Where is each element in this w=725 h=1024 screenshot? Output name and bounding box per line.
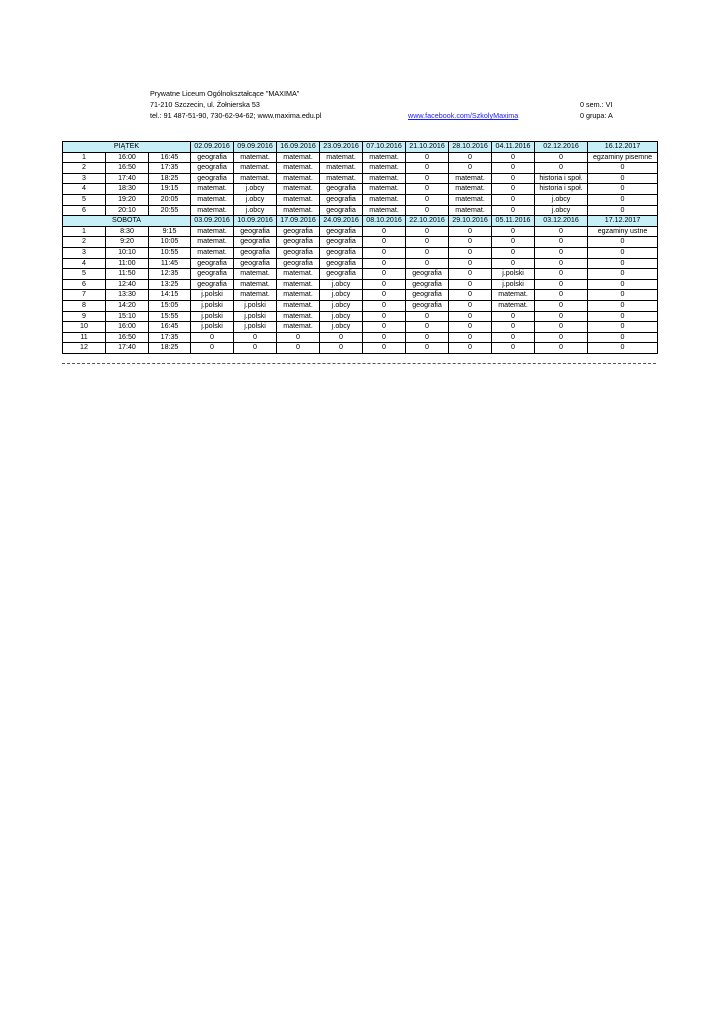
lesson-row bbox=[63, 269, 658, 280]
lesson-number: 11 bbox=[63, 332, 106, 343]
subject-cell: 0 bbox=[449, 269, 492, 280]
school-header bbox=[150, 88, 630, 121]
end-time: 17:35 bbox=[149, 163, 191, 174]
school-contact: tel.: 91 487-51-90, 730-62-94-62; www.maxima.edu.pl bbox=[150, 111, 322, 120]
subject-cell: 0 bbox=[535, 269, 588, 280]
day-name: SOBOTA bbox=[63, 216, 191, 227]
subject-cell: matemat. bbox=[363, 184, 406, 195]
subject-cell: geografia bbox=[191, 269, 234, 280]
subject-cell: 0 bbox=[588, 194, 658, 205]
subject-cell: matemat. bbox=[277, 279, 320, 290]
lesson-number: 6 bbox=[63, 279, 106, 290]
subject-cell: geografia bbox=[191, 173, 234, 184]
lesson-row bbox=[63, 205, 658, 216]
subject-cell: 0 bbox=[363, 226, 406, 237]
subject-cell: matemat. bbox=[191, 184, 234, 195]
date-header-cell: 28.10.2016 bbox=[449, 142, 492, 153]
subject-cell: j.obcy bbox=[320, 290, 363, 301]
date-header-cell: 22.10.2016 bbox=[406, 216, 449, 227]
schedule-table bbox=[62, 141, 658, 354]
subject-cell: 0 bbox=[535, 322, 588, 333]
group-label: 0 grupa: A bbox=[580, 111, 613, 120]
date-header-cell: 23.09.2016 bbox=[320, 142, 363, 153]
subject-cell: 0 bbox=[406, 163, 449, 174]
subject-cell: 0 bbox=[588, 269, 658, 280]
page-break-line bbox=[62, 363, 656, 364]
subject-cell: 0 bbox=[406, 332, 449, 343]
subject-cell: 0 bbox=[535, 332, 588, 343]
subject-cell: 0 bbox=[588, 290, 658, 301]
subject-cell: 0 bbox=[191, 332, 234, 343]
subject-cell: matemat. bbox=[234, 290, 277, 301]
subject-cell: 0 bbox=[492, 258, 535, 269]
subject-cell: j.polski bbox=[191, 300, 234, 311]
subject-cell: 0 bbox=[406, 152, 449, 163]
start-time: 17:40 bbox=[106, 173, 149, 184]
subject-cell: 0 bbox=[535, 343, 588, 354]
end-time: 14:15 bbox=[149, 290, 191, 301]
date-header-cell: 24.09.2016 bbox=[320, 216, 363, 227]
subject-cell: geografia bbox=[320, 247, 363, 258]
subject-cell: 0 bbox=[535, 152, 588, 163]
subject-cell: 0 bbox=[449, 226, 492, 237]
end-time: 10:55 bbox=[149, 247, 191, 258]
start-time: 16:00 bbox=[106, 322, 149, 333]
subject-cell: matemat. bbox=[191, 194, 234, 205]
start-time: 14:20 bbox=[106, 300, 149, 311]
day-header-row bbox=[63, 216, 658, 227]
subject-cell: 0 bbox=[492, 322, 535, 333]
end-time: 12:35 bbox=[149, 269, 191, 280]
subject-cell: j.obcy bbox=[234, 194, 277, 205]
subject-cell: 0 bbox=[492, 194, 535, 205]
schedule-body bbox=[63, 142, 658, 354]
subject-cell: matemat. bbox=[363, 163, 406, 174]
lesson-row bbox=[63, 163, 658, 174]
subject-cell: 0 bbox=[406, 322, 449, 333]
date-header-cell: 03.12.2016 bbox=[535, 216, 588, 227]
subject-cell: j.polski bbox=[492, 269, 535, 280]
subject-cell: geografia bbox=[406, 279, 449, 290]
lesson-row bbox=[63, 343, 658, 354]
subject-cell: 0 bbox=[234, 332, 277, 343]
lesson-row bbox=[63, 173, 658, 184]
lesson-row bbox=[63, 322, 658, 333]
start-time: 16:50 bbox=[106, 332, 149, 343]
semester-label: 0 sem.: VI bbox=[580, 100, 613, 109]
subject-cell: matemat. bbox=[234, 152, 277, 163]
subject-cell: 0 bbox=[449, 237, 492, 248]
subject-cell: matemat. bbox=[320, 163, 363, 174]
subject-cell: matemat. bbox=[191, 205, 234, 216]
subject-cell: geografia bbox=[277, 237, 320, 248]
subject-cell: j.polski bbox=[191, 322, 234, 333]
end-time: 15:05 bbox=[149, 300, 191, 311]
lesson-number: 4 bbox=[63, 258, 106, 269]
subject-cell: 0 bbox=[363, 290, 406, 301]
start-time: 13:30 bbox=[106, 290, 149, 301]
date-header-cell: 17.09.2016 bbox=[277, 216, 320, 227]
date-header-cell: 04.11.2016 bbox=[492, 142, 535, 153]
subject-cell: matemat. bbox=[277, 173, 320, 184]
subject-cell: 0 bbox=[363, 300, 406, 311]
subject-cell: matemat. bbox=[234, 173, 277, 184]
end-time: 13:25 bbox=[149, 279, 191, 290]
lesson-row bbox=[63, 237, 658, 248]
subject-cell: j.obcy bbox=[535, 205, 588, 216]
lesson-number: 8 bbox=[63, 300, 106, 311]
subject-cell: j.polski bbox=[492, 279, 535, 290]
header-line-address bbox=[150, 99, 630, 110]
subject-cell: 0 bbox=[588, 322, 658, 333]
subject-cell: 0 bbox=[492, 237, 535, 248]
subject-cell: 0 bbox=[492, 173, 535, 184]
subject-cell: geografia bbox=[320, 194, 363, 205]
subject-cell: 0 bbox=[588, 205, 658, 216]
subject-cell: geografia bbox=[191, 152, 234, 163]
date-header-cell: 16.12.2017 bbox=[588, 142, 658, 153]
subject-cell: geografia bbox=[277, 226, 320, 237]
end-time: 16:45 bbox=[149, 322, 191, 333]
subject-cell: j.polski bbox=[234, 300, 277, 311]
start-time: 17:40 bbox=[106, 343, 149, 354]
subject-cell: 0 bbox=[492, 332, 535, 343]
subject-cell: 0 bbox=[406, 343, 449, 354]
lesson-row bbox=[63, 279, 658, 290]
subject-cell: 0 bbox=[449, 322, 492, 333]
subject-cell: 0 bbox=[535, 258, 588, 269]
subject-cell: matemat. bbox=[277, 322, 320, 333]
subject-cell: geografia bbox=[320, 226, 363, 237]
subject-cell: 0 bbox=[449, 343, 492, 354]
subject-cell: matemat. bbox=[277, 163, 320, 174]
lesson-number: 3 bbox=[63, 247, 106, 258]
subject-cell: 0 bbox=[363, 322, 406, 333]
lesson-row bbox=[63, 194, 658, 205]
subject-cell: j.polski bbox=[234, 322, 277, 333]
end-time: 20:55 bbox=[149, 205, 191, 216]
subject-cell: geografia bbox=[406, 290, 449, 301]
date-header-cell: 17.12.2017 bbox=[588, 216, 658, 227]
subject-cell: matemat. bbox=[449, 173, 492, 184]
lesson-number: 5 bbox=[63, 269, 106, 280]
subject-cell: geografia bbox=[234, 237, 277, 248]
subject-cell: matemat. bbox=[191, 226, 234, 237]
subject-cell: geografia bbox=[277, 247, 320, 258]
date-header-cell: 16.09.2016 bbox=[277, 142, 320, 153]
subject-cell: j.obcy bbox=[320, 311, 363, 322]
start-time: 8:30 bbox=[106, 226, 149, 237]
subject-cell: 0 bbox=[406, 311, 449, 322]
lesson-row bbox=[63, 290, 658, 301]
lesson-number: 4 bbox=[63, 184, 106, 195]
subject-cell: 0 bbox=[363, 279, 406, 290]
school-address: 71-210 Szczecin, ul. Żołnierska 53 bbox=[150, 100, 260, 109]
lesson-number: 7 bbox=[63, 290, 106, 301]
date-header-cell: 09.09.2016 bbox=[234, 142, 277, 153]
subject-cell: 0 bbox=[535, 163, 588, 174]
subject-cell: geografia bbox=[320, 205, 363, 216]
day-name: PIĄTEK bbox=[63, 142, 191, 153]
subject-cell: 0 bbox=[449, 279, 492, 290]
subject-cell: 0 bbox=[588, 300, 658, 311]
subject-cell: geografia bbox=[191, 163, 234, 174]
start-time: 19:20 bbox=[106, 194, 149, 205]
subject-cell: historia i społ. bbox=[535, 173, 588, 184]
start-time: 12:40 bbox=[106, 279, 149, 290]
date-header-cell: 02.12.2016 bbox=[535, 142, 588, 153]
subject-cell: geografia bbox=[234, 247, 277, 258]
subject-cell: 0 bbox=[363, 311, 406, 322]
subject-cell: matemat. bbox=[277, 269, 320, 280]
header-line-contact bbox=[150, 110, 630, 121]
subject-cell: 0 bbox=[320, 332, 363, 343]
subject-cell: 0 bbox=[363, 237, 406, 248]
end-time: 16:45 bbox=[149, 152, 191, 163]
subject-cell: 0 bbox=[492, 205, 535, 216]
lesson-row bbox=[63, 258, 658, 269]
lesson-number: 6 bbox=[63, 205, 106, 216]
subject-cell: matemat. bbox=[363, 194, 406, 205]
subject-cell: 0 bbox=[535, 247, 588, 258]
lesson-row bbox=[63, 226, 658, 237]
subject-cell: matemat. bbox=[449, 205, 492, 216]
subject-cell: geografia bbox=[234, 226, 277, 237]
subject-cell: 0 bbox=[535, 279, 588, 290]
subject-cell: j.obcy bbox=[234, 205, 277, 216]
subject-cell: matemat. bbox=[234, 163, 277, 174]
start-time: 16:50 bbox=[106, 163, 149, 174]
subject-cell: 0 bbox=[492, 343, 535, 354]
subject-cell: 0 bbox=[406, 237, 449, 248]
subject-cell: geografia bbox=[406, 300, 449, 311]
lesson-row bbox=[63, 311, 658, 322]
start-time: 20:10 bbox=[106, 205, 149, 216]
subject-cell: j.obcy bbox=[320, 322, 363, 333]
subject-cell: 0 bbox=[449, 258, 492, 269]
lesson-number: 1 bbox=[63, 226, 106, 237]
subject-cell: 0 bbox=[535, 311, 588, 322]
start-time: 11:00 bbox=[106, 258, 149, 269]
date-header-cell: 03.09.2016 bbox=[191, 216, 234, 227]
end-time: 10:05 bbox=[149, 237, 191, 248]
subject-cell: geografia bbox=[320, 258, 363, 269]
subject-cell: egzaminy ustne bbox=[588, 226, 658, 237]
date-header-cell: 08.10.2016 bbox=[363, 216, 406, 227]
subject-cell: 0 bbox=[406, 258, 449, 269]
subject-cell: 0 bbox=[406, 194, 449, 205]
subject-cell: 0 bbox=[535, 237, 588, 248]
subject-cell: 0 bbox=[406, 173, 449, 184]
subject-cell: matemat. bbox=[191, 237, 234, 248]
subject-cell: matemat. bbox=[492, 290, 535, 301]
subject-cell: j.polski bbox=[191, 290, 234, 301]
end-time: 15:55 bbox=[149, 311, 191, 322]
subject-cell: 0 bbox=[406, 226, 449, 237]
subject-cell: 0 bbox=[492, 152, 535, 163]
subject-cell: matemat. bbox=[277, 152, 320, 163]
lesson-row bbox=[63, 332, 658, 343]
subject-cell: 0 bbox=[234, 343, 277, 354]
end-time: 18:25 bbox=[149, 343, 191, 354]
date-header-cell: 10.09.2016 bbox=[234, 216, 277, 227]
subject-cell: 0 bbox=[363, 258, 406, 269]
subject-cell: geografia bbox=[320, 237, 363, 248]
lesson-row bbox=[63, 247, 658, 258]
subject-cell: matemat. bbox=[363, 173, 406, 184]
date-header-cell: 05.11.2016 bbox=[492, 216, 535, 227]
subject-cell: matemat. bbox=[277, 205, 320, 216]
subject-cell: 0 bbox=[406, 205, 449, 216]
subject-cell: 0 bbox=[363, 343, 406, 354]
subject-cell: j.obcy bbox=[535, 194, 588, 205]
subject-cell: 0 bbox=[449, 163, 492, 174]
subject-cell: j.polski bbox=[234, 311, 277, 322]
subject-cell: 0 bbox=[406, 247, 449, 258]
subject-cell: matemat. bbox=[277, 290, 320, 301]
subject-cell: geografia bbox=[191, 279, 234, 290]
subject-cell: 0 bbox=[406, 184, 449, 195]
subject-cell: 0 bbox=[588, 173, 658, 184]
subject-cell: 0 bbox=[449, 300, 492, 311]
lesson-number: 2 bbox=[63, 163, 106, 174]
subject-cell: j.obcy bbox=[320, 279, 363, 290]
subject-cell: matemat. bbox=[449, 194, 492, 205]
subject-cell: 0 bbox=[277, 343, 320, 354]
subject-cell: 0 bbox=[492, 226, 535, 237]
subject-cell: 0 bbox=[492, 163, 535, 174]
subject-cell: 0 bbox=[492, 184, 535, 195]
subject-cell: matemat. bbox=[320, 173, 363, 184]
school-name: Prywatne Liceum Ogólnokształcące "MAXIMA" bbox=[150, 89, 300, 98]
end-time: 9:15 bbox=[149, 226, 191, 237]
header-line-school bbox=[150, 88, 630, 99]
subject-cell: matemat. bbox=[277, 311, 320, 322]
subject-cell: historia i społ. bbox=[535, 184, 588, 195]
subject-cell: 0 bbox=[449, 311, 492, 322]
lesson-number: 9 bbox=[63, 311, 106, 322]
start-time: 11:50 bbox=[106, 269, 149, 280]
subject-cell: matemat. bbox=[277, 194, 320, 205]
end-time: 11:45 bbox=[149, 258, 191, 269]
subject-cell: 0 bbox=[363, 332, 406, 343]
day-header-row bbox=[63, 142, 658, 153]
subject-cell: geografia bbox=[277, 258, 320, 269]
subject-cell: egzaminy pisemne bbox=[588, 152, 658, 163]
lesson-number: 3 bbox=[63, 173, 106, 184]
subject-cell: 0 bbox=[588, 184, 658, 195]
subject-cell: 0 bbox=[588, 247, 658, 258]
lesson-number: 1 bbox=[63, 152, 106, 163]
subject-cell: 0 bbox=[449, 247, 492, 258]
date-header-cell: 29.10.2016 bbox=[449, 216, 492, 227]
lesson-row bbox=[63, 300, 658, 311]
subject-cell: matemat. bbox=[277, 184, 320, 195]
subject-cell: 0 bbox=[449, 332, 492, 343]
subject-cell: 0 bbox=[588, 237, 658, 248]
subject-cell: 0 bbox=[535, 290, 588, 301]
end-time: 17:35 bbox=[149, 332, 191, 343]
subject-cell: geografia bbox=[406, 269, 449, 280]
facebook-link[interactable]: www.facebook.com/SzkolyMaxima bbox=[408, 111, 519, 120]
subject-cell: 0 bbox=[191, 343, 234, 354]
end-time: 19:15 bbox=[149, 184, 191, 195]
subject-cell: matemat. bbox=[320, 152, 363, 163]
subject-cell: 0 bbox=[449, 152, 492, 163]
subject-cell: matemat. bbox=[492, 300, 535, 311]
lesson-row bbox=[63, 184, 658, 195]
subject-cell: geografia bbox=[234, 258, 277, 269]
subject-cell: matemat. bbox=[363, 205, 406, 216]
subject-cell: 0 bbox=[588, 279, 658, 290]
subject-cell: 0 bbox=[588, 258, 658, 269]
subject-cell: 0 bbox=[535, 226, 588, 237]
subject-cell: 0 bbox=[363, 269, 406, 280]
subject-cell: 0 bbox=[363, 247, 406, 258]
subject-cell: 0 bbox=[588, 311, 658, 322]
date-header-cell: 02.09.2016 bbox=[191, 142, 234, 153]
subject-cell: geografia bbox=[320, 184, 363, 195]
lesson-row bbox=[63, 152, 658, 163]
subject-cell: 0 bbox=[588, 163, 658, 174]
subject-cell: j.polski bbox=[191, 311, 234, 322]
subject-cell: geografia bbox=[320, 269, 363, 280]
end-time: 18:25 bbox=[149, 173, 191, 184]
subject-cell: matemat. bbox=[449, 184, 492, 195]
subject-cell: matemat. bbox=[277, 300, 320, 311]
subject-cell: matemat. bbox=[234, 279, 277, 290]
subject-cell: j.obcy bbox=[320, 300, 363, 311]
subject-cell: 0 bbox=[588, 332, 658, 343]
subject-cell: 0 bbox=[588, 343, 658, 354]
start-time: 10:10 bbox=[106, 247, 149, 258]
lesson-number: 2 bbox=[63, 237, 106, 248]
subject-cell: matemat. bbox=[363, 152, 406, 163]
subject-cell: 0 bbox=[492, 247, 535, 258]
subject-cell: 0 bbox=[492, 311, 535, 322]
subject-cell: j.obcy bbox=[234, 184, 277, 195]
lesson-number: 5 bbox=[63, 194, 106, 205]
start-time: 18:30 bbox=[106, 184, 149, 195]
subject-cell: 0 bbox=[277, 332, 320, 343]
start-time: 15:10 bbox=[106, 311, 149, 322]
end-time: 20:05 bbox=[149, 194, 191, 205]
date-header-cell: 07.10.2016 bbox=[363, 142, 406, 153]
subject-cell: 0 bbox=[320, 343, 363, 354]
date-header-cell: 21.10.2016 bbox=[406, 142, 449, 153]
lesson-number: 10 bbox=[63, 322, 106, 333]
subject-cell: geografia bbox=[191, 258, 234, 269]
subject-cell: 0 bbox=[449, 290, 492, 301]
start-time: 16:00 bbox=[106, 152, 149, 163]
subject-cell: 0 bbox=[535, 300, 588, 311]
subject-cell: matemat. bbox=[234, 269, 277, 280]
start-time: 9:20 bbox=[106, 237, 149, 248]
subject-cell: matemat. bbox=[191, 247, 234, 258]
lesson-number: 12 bbox=[63, 343, 106, 354]
